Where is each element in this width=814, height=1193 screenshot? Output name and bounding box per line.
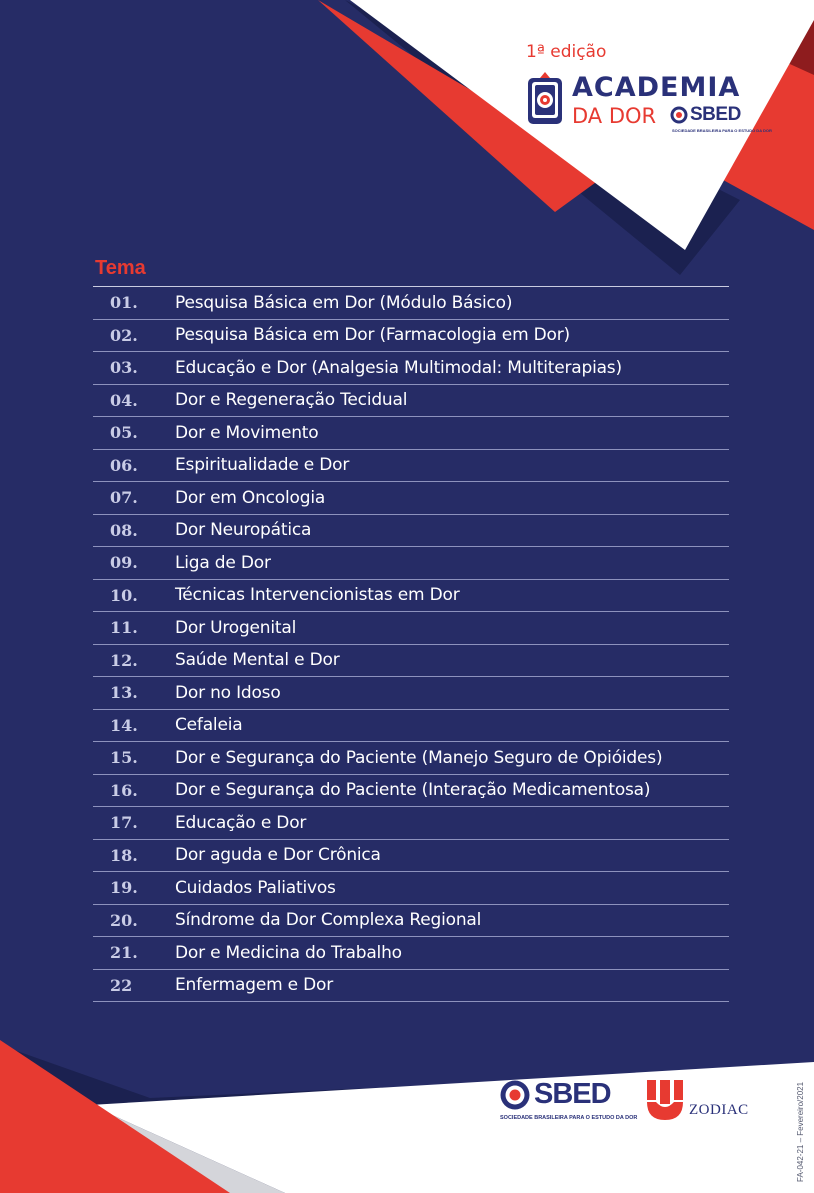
topic-number: 13. [110, 683, 138, 703]
list-item [93, 580, 729, 613]
list-item [93, 742, 729, 775]
sbed-footer-logo [500, 1078, 638, 1128]
academia-da-dor-logo [520, 42, 772, 152]
topic-title: Dor e Segurança do Paciente (Manejo Seguro de Opióides) [175, 747, 663, 768]
topic-number: 19. [110, 878, 138, 898]
topic-number: 06. [110, 455, 138, 475]
topic-title: Dor e Medicina do Trabalho [175, 942, 402, 963]
topic-number: 22 [110, 975, 133, 995]
topic-title: Dor e Movimento [175, 422, 319, 443]
list-item [93, 807, 729, 840]
list-item [93, 417, 729, 450]
sbed-abbrev: SBED [690, 104, 741, 125]
topic-list [93, 256, 729, 1002]
list-item [93, 872, 729, 905]
topics-heading: Tema [95, 257, 146, 279]
topic-title: Enfermagem e Dor [175, 975, 333, 996]
list-item [93, 937, 729, 970]
topic-number: 05. [110, 423, 138, 443]
topic-number: 12. [110, 650, 138, 670]
list-item [93, 547, 729, 580]
list-item [93, 287, 729, 320]
topic-title: Técnicas Intervencionistas em Dor [175, 585, 460, 606]
topic-number: 08. [110, 520, 138, 540]
zodiac-logo [647, 1080, 767, 1124]
topic-title: Dor e Regeneração Tecidual [175, 390, 408, 411]
sbed-abbrev: SBED [534, 1078, 611, 1110]
topic-number: 01. [110, 293, 138, 313]
topic-title: Dor Urogenital [175, 617, 297, 638]
topic-number: 17. [110, 813, 138, 833]
target-icon [670, 106, 688, 124]
list-item [93, 905, 729, 938]
topic-number: 02. [110, 325, 138, 345]
topic-title: Espiritualidade e Dor [175, 455, 350, 476]
topic-number: 07. [110, 488, 138, 508]
topic-number: 09. [110, 553, 138, 573]
topic-number: 16. [110, 780, 138, 800]
list-item [93, 840, 729, 873]
book-icon [526, 72, 566, 126]
topic-title: Dor em Oncologia [175, 487, 326, 508]
topic-title: Educação e Dor [175, 812, 307, 833]
topic-title: Pesquisa Básica em Dor (Farmacologia em Dor) [175, 325, 570, 346]
list-item [93, 710, 729, 743]
topic-title: Saúde Mental e Dor [175, 650, 340, 671]
topic-title: Dor Neuropática [175, 520, 312, 541]
list-item [93, 515, 729, 548]
topic-number: 04. [110, 390, 138, 410]
topic-number: 20. [110, 910, 138, 930]
document-code: FA-042-21 – Fevereiro/2021 [796, 1081, 805, 1182]
zodiac-mark-icon [647, 1080, 683, 1120]
topic-number: 11. [110, 618, 138, 638]
list-item [93, 385, 729, 418]
list-item [93, 450, 729, 483]
topic-number: 15. [110, 748, 138, 768]
list-item [93, 775, 729, 808]
list-item [93, 612, 729, 645]
topic-title: Educação e Dor (Analgesia Multimodal: Multiterapias) [175, 357, 622, 378]
list-item [93, 352, 729, 385]
topic-title: Pesquisa Básica em Dor (Módulo Básico) [175, 292, 513, 313]
topic-title: Dor no Idoso [175, 682, 281, 703]
topic-title: Dor aguda e Dor Crônica [175, 845, 381, 866]
topic-title: Dor e Segurança do Paciente (Interação Medicamentosa) [175, 780, 651, 801]
list-item [93, 320, 729, 353]
topic-number: 18. [110, 845, 138, 865]
list-item [93, 677, 729, 710]
list-item [93, 482, 729, 515]
sbed-fullname: SOCIEDADE BRASILEIRA PARA O ESTUDO DA DOR [672, 128, 772, 133]
topic-title: Cefaleia [175, 715, 243, 736]
topic-number: 10. [110, 585, 138, 605]
topic-number: 14. [110, 715, 138, 735]
sbed-fullname: SOCIEDADE BRASILEIRA PARA O ESTUDO DA DOR [500, 1115, 638, 1121]
topic-number: 21. [110, 943, 138, 963]
topic-number: 03. [110, 358, 138, 378]
list-item [93, 970, 729, 1003]
partner-name: ZODIAC [689, 1102, 749, 1118]
topic-title: Cuidados Paliativos [175, 877, 336, 898]
brand-name-line1: ACADEMIA [572, 72, 741, 103]
topic-title: Síndrome da Dor Complexa Regional [175, 910, 482, 931]
list-item [93, 645, 729, 678]
topic-title: Liga de Dor [175, 552, 271, 573]
target-icon [500, 1080, 530, 1110]
edition-label: 1ª edição [526, 42, 607, 62]
brand-name-line2: DA DOR [572, 104, 657, 128]
